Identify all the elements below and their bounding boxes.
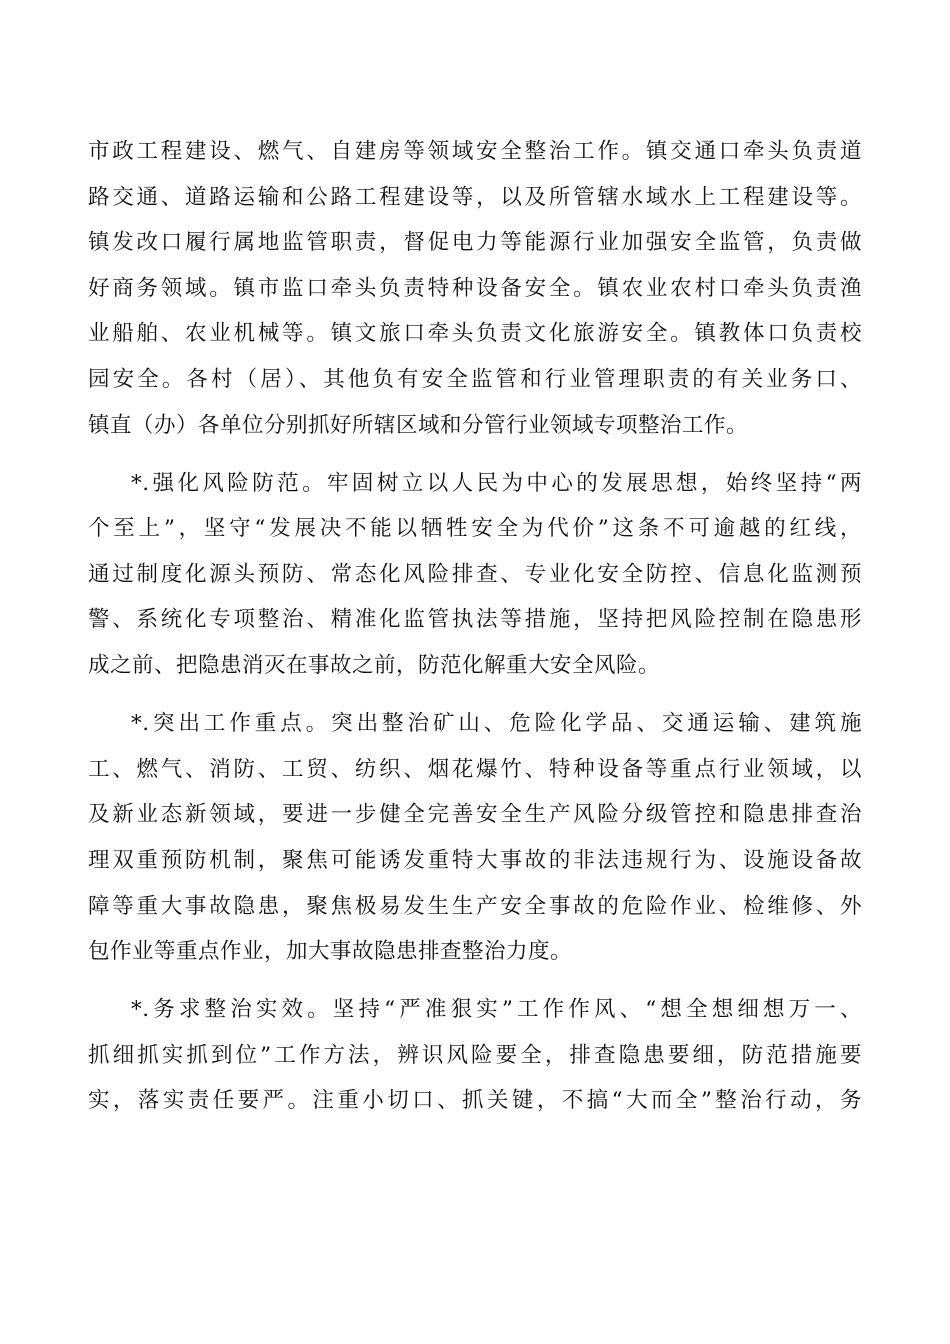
text-line: 实，落实责任要严。注重小切口、抓关键，不搞“大而全”整治行动，务: [88, 1088, 862, 1114]
text-line: 工、燃气、消防、工贸、纺织、烟花爆竹、特种设备等重点行业领域，以: [88, 756, 862, 782]
text-line: 成之前、把隐患消灭在事故之前，防范化解重大安全风险。: [88, 653, 661, 679]
text-line: 障等重大事故隐患，聚焦极易发生生产安全事故的危险作业、检维修、外: [88, 893, 862, 919]
text-line: 好商务领域。镇市监口牵头负责特种设备安全。镇农业农村口牵头负责渔: [88, 275, 862, 301]
document-body: [88, 129, 862, 1136]
text-line: 抓细抓实抓到位”工作方法，辨识风险要全，排查隐患要细，防范措施要: [88, 1042, 862, 1068]
paragraph-4: [88, 987, 862, 1124]
text-line: 镇直（办）各单位分别抓好所辖区域和分管行业领域专项整治工作。: [88, 412, 749, 438]
text-line: 业船舶、农业机械等。镇文旅口牵头负责文化旅游安全。镇教体口负责校: [88, 321, 862, 347]
text-line: *.务求整治实效。坚持“严准狠实”工作作风、“想全想细想万一、: [131, 997, 862, 1023]
text-line: 园安全。各村（居）、其他负有安全监管和行业管理职责的有关业务口、: [88, 366, 862, 392]
text-line: 个至上”，坚守“发展决不能以牺牲安全为代价”这条不可逾越的红线，: [88, 516, 862, 542]
text-line: 市政工程建设、燃气、自建房等领域安全整治工作。镇交通口牵头负责道: [88, 139, 862, 164]
text-line: 通过制度化源头预防、常态化风险排查、专业化安全防控、信息化监测预: [88, 561, 862, 587]
text-line: 镇发改口履行属地监管职责，督促电力等能源行业加强安全监管，负责做: [88, 230, 862, 256]
paragraph-2: [88, 461, 862, 689]
text-line: *.强化风险防范。牢固树立以人民为中心的发展思想，始终坚持“两: [131, 470, 862, 496]
text-line: *.突出工作重点。突出整治矿山、危险化学品、交通运输、建筑施: [131, 711, 862, 737]
text-line: 路交通、道路运输和公路工程建设等，以及所管辖水域水上工程建设等。: [88, 184, 862, 210]
text-line: 及新业态新领域，要进一步健全完善安全生产风险分级管控和隐患排查治: [88, 802, 862, 828]
text-line: 包作业等重点作业，加大事故隐患排查整治力度。: [88, 939, 573, 965]
paragraph-3: [88, 701, 862, 975]
paragraph-1: [88, 129, 862, 448]
text-line: 理双重预防机制，聚焦可能诱发重特大事故的非法违规行为、设施设备故: [88, 847, 862, 873]
text-line: 警、系统化专项整治、精准化监管执法等措施，坚持把风险控制在隐患形: [88, 607, 862, 633]
